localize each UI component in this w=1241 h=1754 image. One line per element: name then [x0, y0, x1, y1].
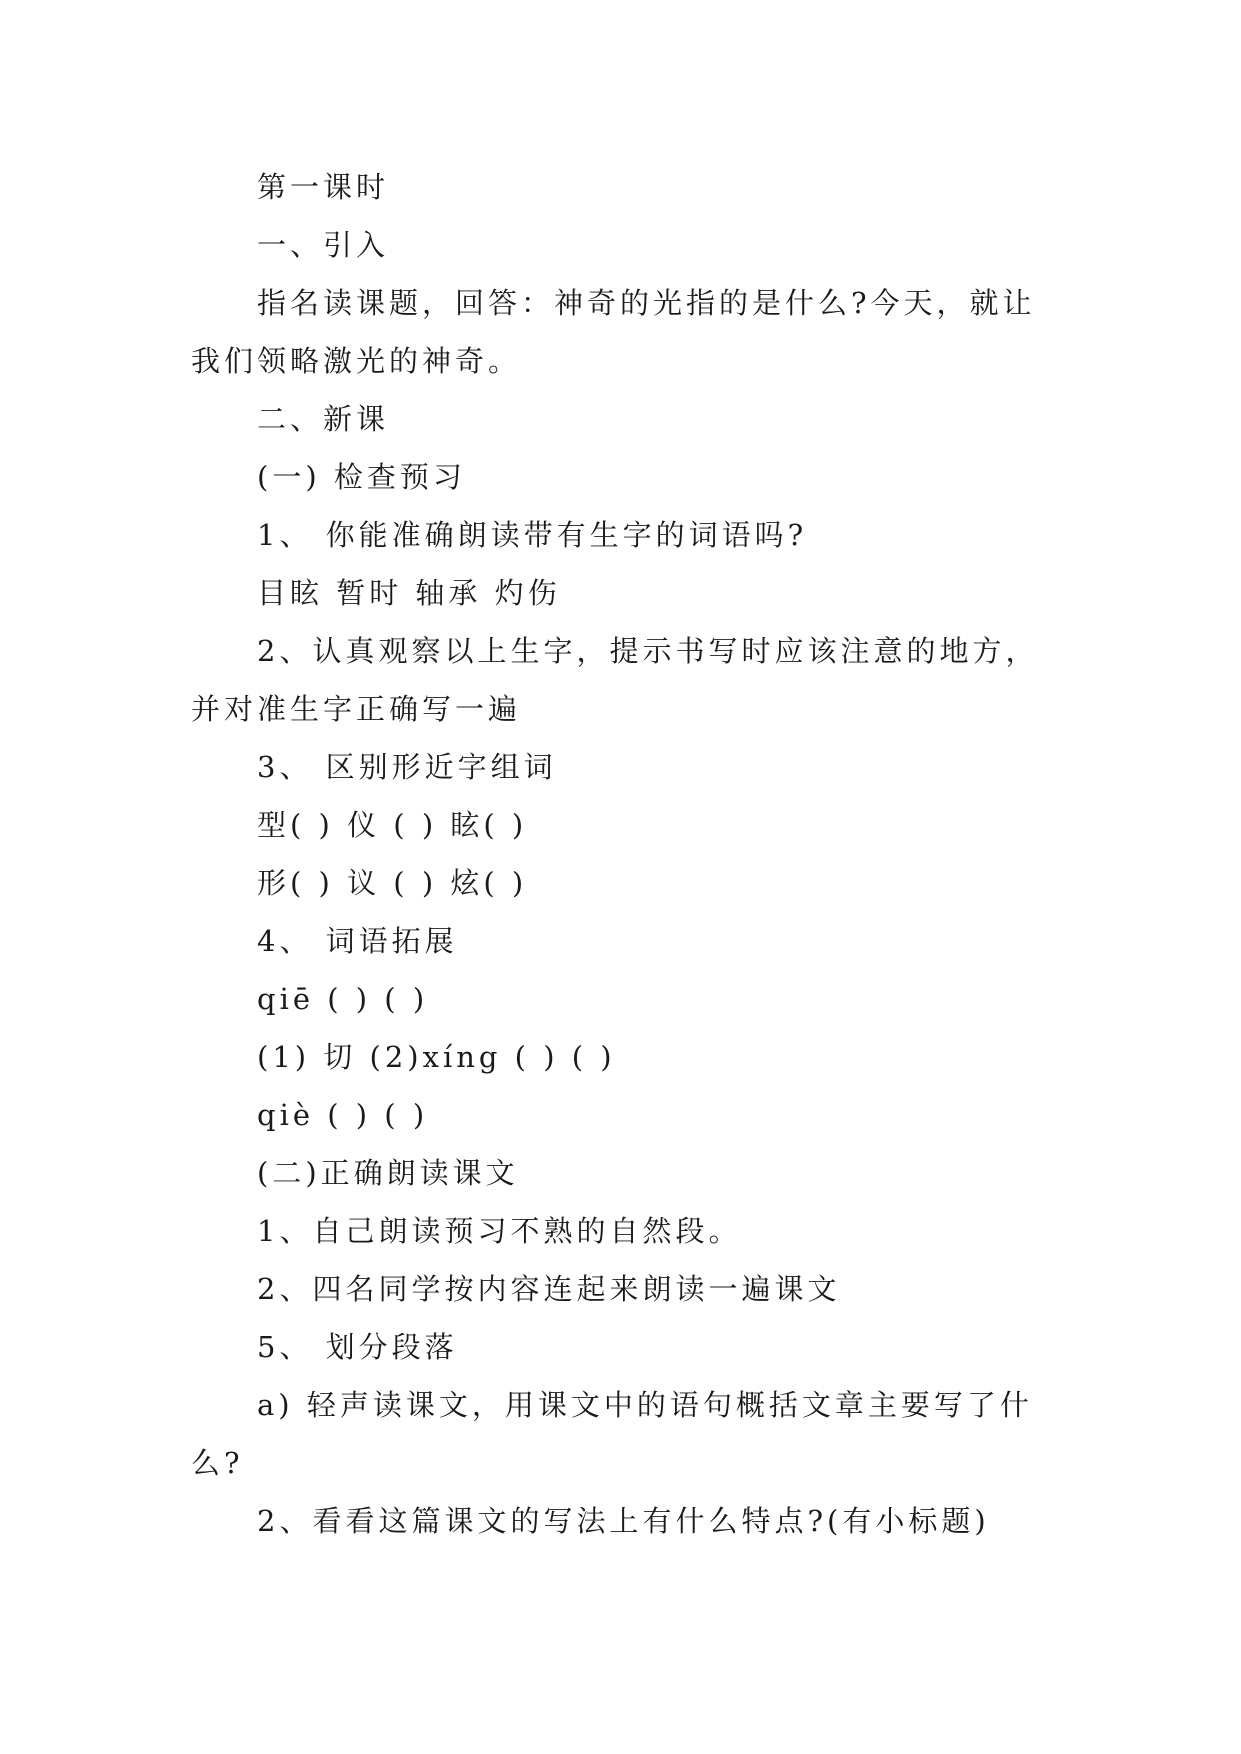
list-item: 2、看看这篇课文的写法上有什么特点?(有小标题): [257, 1504, 990, 1538]
subsection-heading: (一) 检查预习: [257, 460, 466, 494]
exercise-line: 形( ) 议 ( ) 炫( ): [257, 866, 528, 900]
exercise-line: qiè ( ) ( ): [257, 1098, 429, 1132]
subsection-heading: (二)正确朗读课文: [257, 1156, 519, 1190]
document-body: [191, 158, 1061, 1550]
vocabulary-line: 目眩 暂时 轴承 灼伤: [257, 576, 561, 610]
list-item: 4、 词语拓展: [257, 924, 458, 958]
paragraph-line: 么?: [191, 1446, 244, 1480]
list-item: a) 轻声读课文，用课文中的语句概括文章主要写了什: [257, 1388, 1033, 1422]
list-item: 2、认真观察以上生字，提示书写时应该注意的地方，: [257, 634, 1039, 668]
paragraph-line: 我们领略激光的神奇。: [191, 344, 522, 378]
exercise-line: (1) 切 (2)xíng ( ) ( ): [257, 1040, 616, 1074]
paragraph-line: 并对准生字正确写一遍: [191, 692, 522, 726]
list-item: 5、 划分段落: [257, 1330, 458, 1364]
list-item: 3、 区别形近字组词: [257, 750, 557, 784]
list-item: 1、 你能准确朗读带有生字的词语吗?: [257, 518, 808, 552]
paragraph-line: 指名读课题，回答：神奇的光指的是什么?今天，就让: [257, 286, 1036, 320]
list-item: 2、四名同学按内容连起来朗读一遍课文: [257, 1272, 841, 1306]
section-heading-new-lesson: 二、新课: [257, 402, 390, 436]
section-heading-intro: 一、引入: [257, 228, 390, 262]
exercise-line: 型( ) 仪 ( ) 眩( ): [257, 808, 528, 842]
lesson-title: 第一课时: [257, 170, 390, 204]
list-item: 1、自己朗读预习不熟的自然段。: [257, 1214, 742, 1248]
exercise-line: qiē ( ) ( ): [257, 982, 429, 1016]
